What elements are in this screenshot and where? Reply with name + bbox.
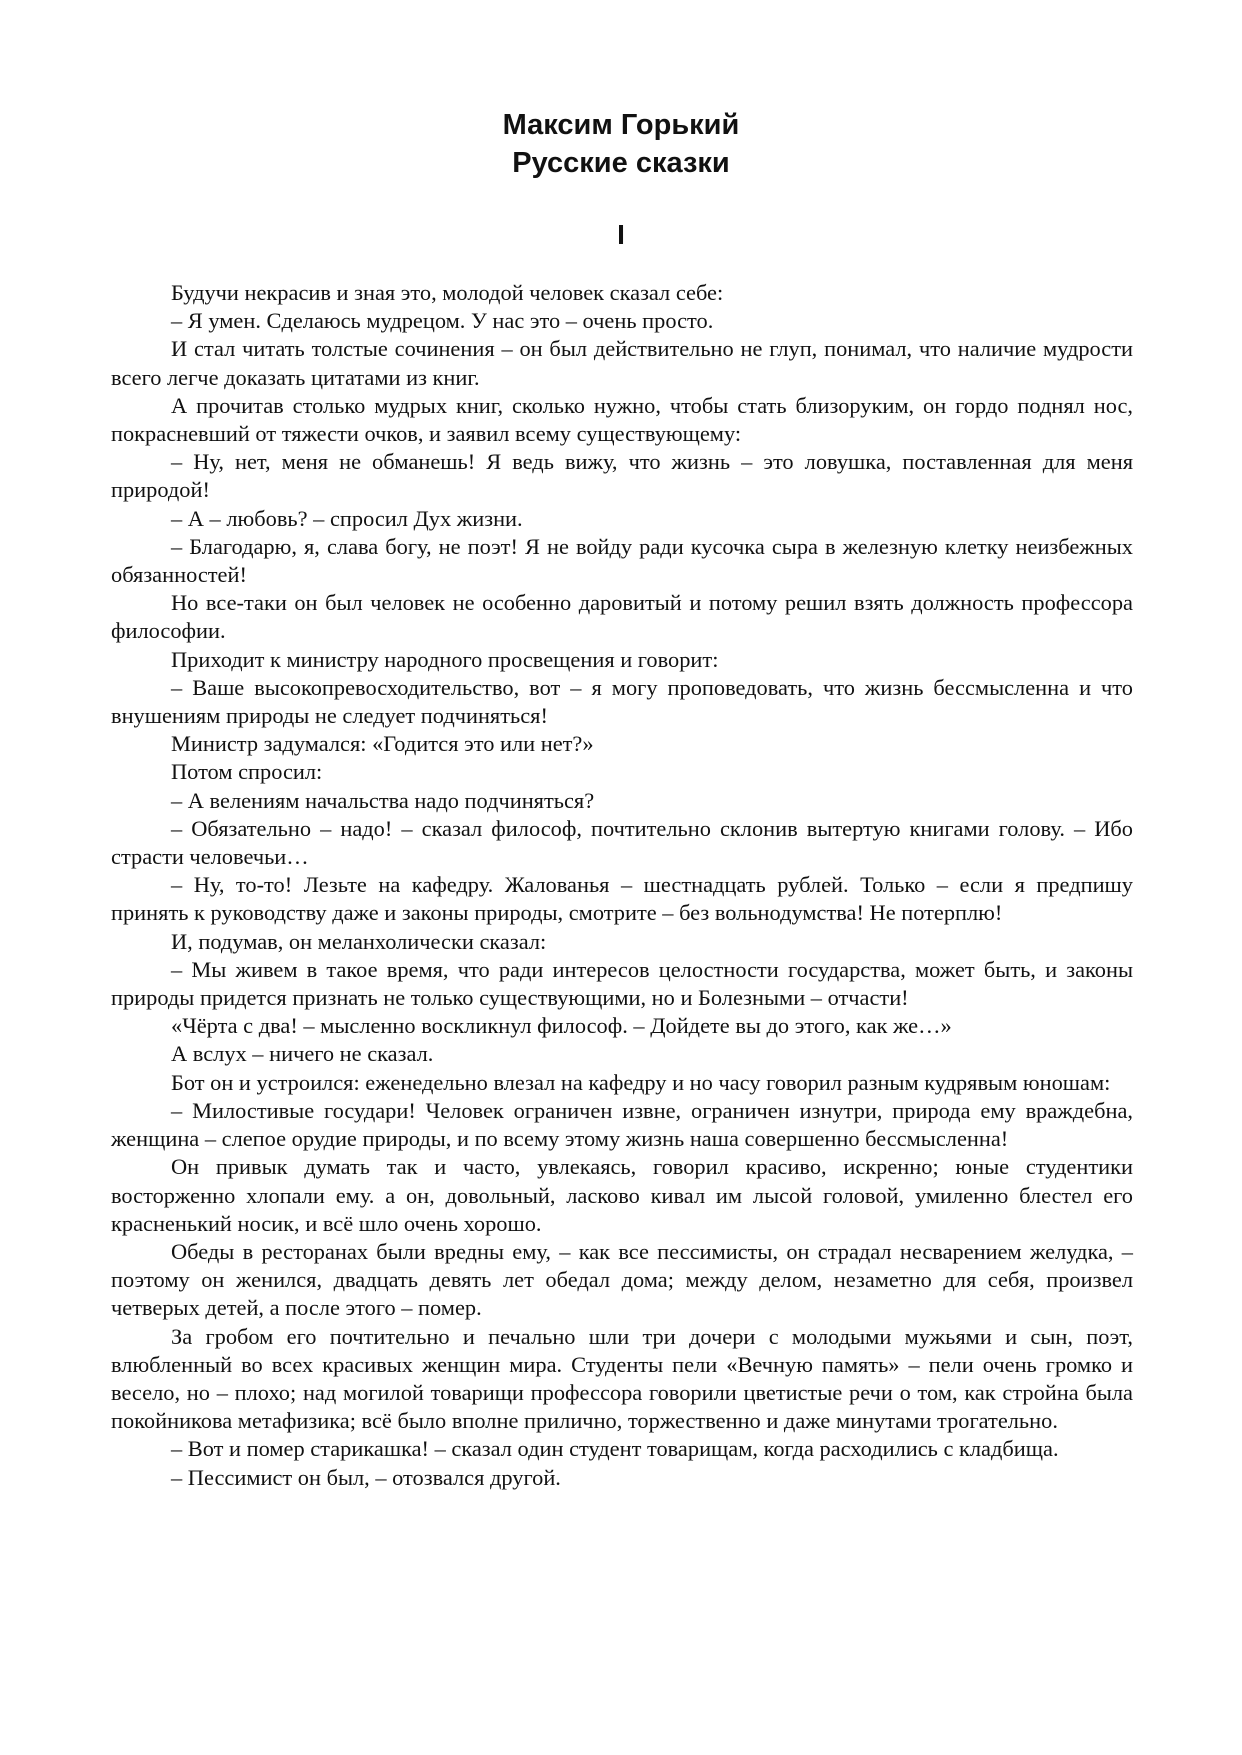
paragraph: – Пессимист он был, – отозвался другой. <box>171 1464 561 1490</box>
paragraph: Министр задумался: «Годится это или нет?» <box>171 731 594 757</box>
title-block <box>0 106 1242 182</box>
paragraph: – Обязательно – надо! – сказал философ, почтительно склонив вытертую книгами голову. – Ибо страсти человечьи… <box>111 815 1133 870</box>
paragraph: – А велениям начальства надо подчиняться? <box>171 787 595 813</box>
paragraph: И, подумав, он меланхолически сказал: <box>171 928 547 954</box>
paragraph: Потом спросил: <box>171 759 323 785</box>
paragraph: – Ну, нет, меня не обманешь! Я ведь вижу, что жизнь – это ловушка, поставленная для меня природой! <box>111 449 1133 503</box>
paragraph: Он привык думать так и часто, увлекаясь, говорил красиво, искренно; юные студентики восторженно хлопали ему. а он, довольный, ласково кивал им лысой головой, умиленно блестел его красненький носик, и всё шло очень хорошо. <box>111 1154 1133 1236</box>
paragraph: – Вот и помер старикашка! – сказал один студент товарищам, когда расходились с кладбища. <box>171 1436 1059 1462</box>
paragraph: Будучи некрасив и зная это, молодой человек сказал себе: <box>171 280 724 305</box>
paragraph: А прочитав столько мудрых книг, сколько нужно, чтобы стать близоруким, он гордо поднял нос, покрасневший от тяжести очков, и заявил всему существующему: <box>111 392 1133 447</box>
paragraph: И стал читать толстые сочинения – он был действительно не глуп, понимал, что наличие мудрости всего легче доказать цитатами из книг. <box>111 336 1133 390</box>
paragraph: – Благодарю, я, слава богу, не поэт! Я не войду ради кусочка сыра в железную клетку неизбежных обязанностей! <box>111 533 1133 588</box>
paragraph: За гробом его почтительно и печально шли три дочери с молодыми мужьями и сын, поэт, влюбленный во всех красивых женщин мира. Студенты пели «Вечную память» – пели очень громко и весело, но – плохо; над могилой товарищи профессора говорили цветистые речи о том, как стройна была покойникова метафизика; всё было вполне прилично, торжественно и даже минутами трогательно. <box>111 1323 1133 1434</box>
paragraph: Бот он и устроился: еженедельно влезал на кафедру и но часу говорил разным кудрявым юношам: <box>171 1069 1111 1095</box>
paragraph: Обеды в ресторанах были вредны ему, – как все пессимисты, он страдал несварением желудка, – поэтому он женился, двадцать девять лет обедал дома; между делом, незаметно для себя, произвел четверых детей, а после этого – помер. <box>111 1238 1133 1321</box>
chapter-heading: I <box>617 219 625 250</box>
body-text <box>111 279 1133 1492</box>
paragraph: – А – любовь? – спросил Дух жизни. <box>171 505 523 531</box>
paragraph: Но все-таки он был человек не особенно даровитый и потому решил взять должность профессора философии. <box>111 590 1133 644</box>
paragraph: – Мы живем в такое время, что ради интересов целостности государства, может быть, и законы природы придется признать не только существующими, но и Болезными – отчасти! <box>111 956 1133 1011</box>
author-name: Максим Горький <box>502 109 740 141</box>
paragraph: – Милостивые государи! Человек ограничен извне, ограничен изнутри, природа ему враждебна, женщина – слепое орудие природы, и по всему этому жизнь наша совершенно бессмысленна! <box>111 1097 1133 1152</box>
book-title: Русские сказки <box>512 147 730 179</box>
paragraph: А вслух – ничего не сказал. <box>171 1041 434 1067</box>
paragraph: «Чёрта с два! – мысленно воскликнул философ. – Дойдете вы до этого, как же…» <box>171 1013 952 1039</box>
paragraph: – Ну, то-то! Лезьте на кафедру. Жалованья – шестнадцать рублей. Только – если я предпишу принять к руководству даже и законы природы, смотрите – без вольнодумства! Не потерплю! <box>111 872 1133 926</box>
paragraph: Приходит к министру народного просвещения и говорит: <box>171 646 719 672</box>
paragraph: – Я умен. Сделаюсь мудрецом. У нас это – очень просто. <box>171 308 714 334</box>
paragraph: – Ваше высокопревосходительство, вот – я могу проповедовать, что жизнь бессмысленна и что внушениям природы не следует подчиняться! <box>111 674 1133 729</box>
